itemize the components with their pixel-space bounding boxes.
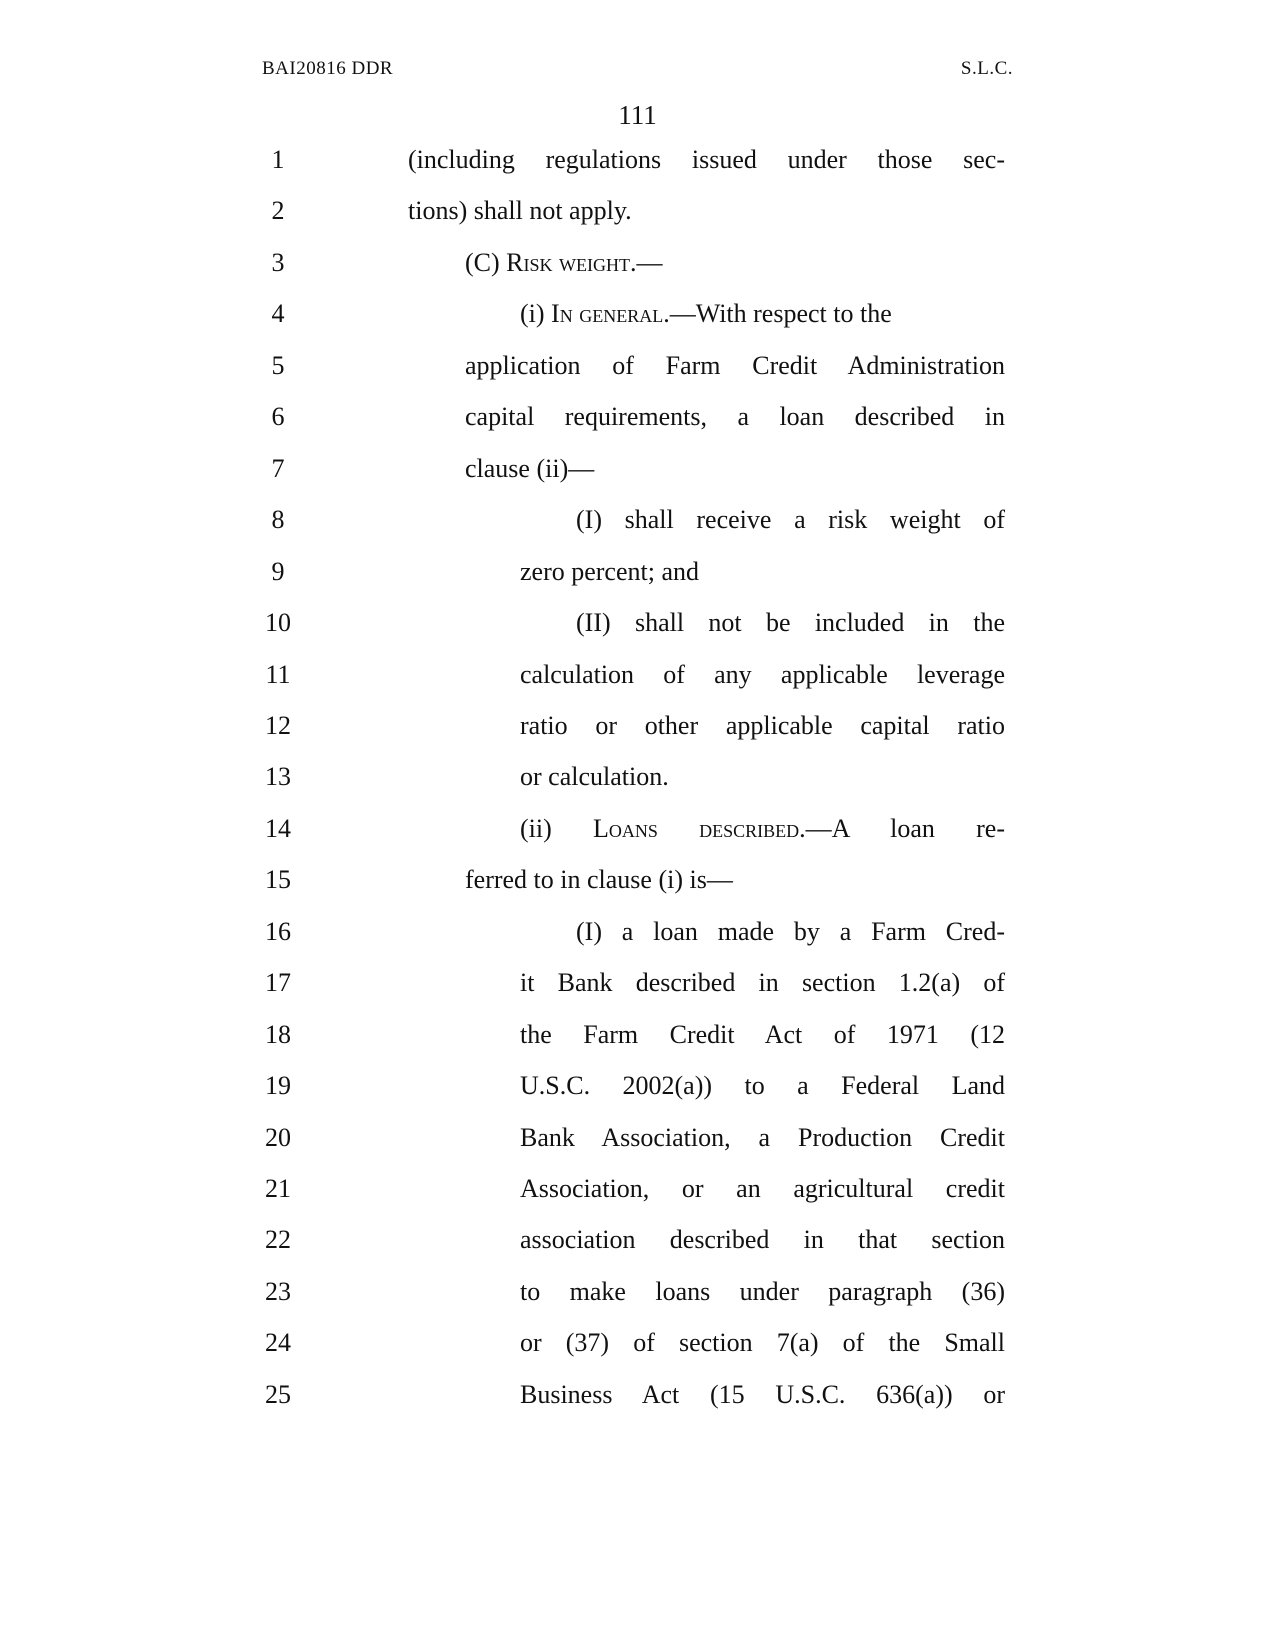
line-number: 22 — [265, 1225, 291, 1255]
text-line — [0, 346, 1275, 386]
line-number: 18 — [265, 1019, 291, 1049]
line-number: 15 — [265, 865, 291, 895]
text-segment: Business Act (15 U.S.C. 636(a)) or — [520, 1379, 1005, 1409]
text-line — [0, 449, 1275, 489]
line-number: 4 — [271, 299, 285, 329]
line-text — [520, 294, 1005, 334]
text-segment: U.S.C. 2002(a)) to a Federal Land — [520, 1071, 1005, 1101]
text-segment: .— — [630, 247, 663, 277]
line-text — [465, 449, 1005, 489]
text-line — [0, 1220, 1275, 1260]
line-text — [408, 191, 1005, 231]
line-text — [520, 1169, 1005, 1209]
text-segment: (i) — [520, 299, 552, 329]
text-line — [0, 1272, 1275, 1312]
line-text — [520, 757, 1005, 797]
line-text — [520, 552, 1005, 592]
text-line — [0, 860, 1275, 900]
text-line — [0, 603, 1275, 643]
text-line — [0, 757, 1275, 797]
text-segment: Association, or an agricultural credit — [520, 1174, 1005, 1203]
line-text — [520, 1272, 1005, 1312]
line-text — [520, 1118, 1005, 1158]
text-line — [0, 1169, 1275, 1209]
line-text — [408, 140, 1005, 180]
line-number: 25 — [265, 1379, 291, 1409]
text-segment: .—With respect to the — [663, 299, 892, 329]
text-segment: tions) shall not apply. — [408, 196, 632, 226]
line-number: 9 — [271, 556, 285, 586]
line-text — [576, 603, 1005, 643]
text-segment: or calculation. — [520, 762, 669, 792]
line-text — [520, 1066, 1005, 1106]
text-segment: it Bank described in section 1.2(a) of — [520, 968, 1005, 998]
line-text — [520, 1323, 1005, 1363]
text-line — [0, 1375, 1275, 1415]
text-line — [0, 706, 1275, 746]
line-number: 2 — [271, 196, 285, 226]
text-line — [0, 552, 1275, 592]
line-text — [520, 1375, 1005, 1415]
text-segment: zero percent; and — [520, 556, 700, 586]
text-line — [0, 963, 1275, 1003]
line-text — [520, 655, 1005, 695]
text-segment: .—A loan re- — [799, 813, 1006, 843]
text-line — [0, 1323, 1275, 1363]
text-line — [0, 1015, 1275, 1055]
line-text — [520, 706, 1005, 746]
line-number: 5 — [271, 350, 285, 380]
text-segment: (II) shall not be included in the — [576, 608, 1005, 638]
line-text — [520, 1220, 1005, 1260]
text-line — [0, 809, 1275, 849]
text-segment: Bank Association, a Production Credit — [520, 1122, 1005, 1152]
line-text — [465, 860, 1005, 900]
text-line — [0, 294, 1275, 334]
text-line — [0, 1066, 1275, 1106]
line-text — [520, 963, 1005, 1003]
line-text — [520, 1015, 1005, 1055]
line-number: 8 — [271, 505, 285, 535]
heading-small-caps: In general — [551, 299, 664, 329]
text-segment: or (37) of section 7(a) of the Small — [520, 1328, 1005, 1358]
text-segment: association described in that section — [520, 1225, 1005, 1255]
text-segment: ferred to in clause (i) is— — [465, 865, 733, 895]
text-segment: application of Farm Credit Administration — [465, 350, 1005, 380]
text-segment: the Farm Credit Act of 1971 (12 — [520, 1019, 1005, 1049]
line-number: 3 — [271, 247, 285, 277]
text-line — [0, 397, 1275, 437]
text-line — [0, 655, 1275, 695]
heading-small-caps: Loans described — [592, 813, 800, 843]
text-segment: (I) shall receive a risk weight of — [576, 505, 1005, 535]
text-segment: (I) a loan made by a Farm Cred- — [576, 916, 1005, 946]
text-segment: clause (ii)— — [465, 453, 595, 483]
line-number: 17 — [265, 968, 291, 998]
text-segment: (ii) — [520, 813, 593, 843]
document-code: S.L.C. — [960, 58, 1013, 79]
line-text — [576, 912, 1005, 952]
text-segment: to make loans under paragraph (36) — [520, 1276, 1005, 1306]
text-line — [0, 243, 1275, 283]
line-number: 1 — [271, 145, 285, 174]
line-text — [576, 500, 1005, 540]
document-id: BAI20816 DDR — [262, 58, 394, 79]
line-text — [465, 243, 1005, 283]
line-number: 6 — [271, 402, 285, 432]
line-number: 12 — [265, 710, 291, 740]
text-segment: ratio or other applicable capital ratio — [520, 710, 1005, 740]
text-segment: (C) — [465, 247, 507, 277]
text-line — [0, 140, 1275, 180]
text-line — [0, 500, 1275, 540]
line-number: 21 — [265, 1174, 291, 1203]
line-number: 13 — [265, 762, 291, 792]
line-number: 23 — [265, 1276, 291, 1306]
line-number: 7 — [271, 453, 285, 483]
line-number: 24 — [265, 1328, 291, 1358]
line-number: 20 — [265, 1122, 291, 1152]
text-line — [0, 1118, 1275, 1158]
line-number: 14 — [265, 813, 291, 843]
heading-small-caps: Risk weight — [506, 247, 630, 277]
text-segment: (including regulations issued under those sec- — [408, 145, 1005, 174]
line-number: 19 — [265, 1071, 291, 1101]
line-number: 16 — [265, 916, 291, 946]
text-segment: calculation of any applicable leverage — [520, 659, 1005, 689]
page-number: 111 — [618, 100, 657, 130]
text-line — [0, 191, 1275, 231]
line-number: 11 — [265, 659, 291, 689]
line-text — [520, 809, 1005, 849]
text-segment: capital requirements, a loan described in — [465, 402, 1005, 432]
line-text — [465, 346, 1005, 386]
line-text — [465, 397, 1005, 437]
text-line — [0, 912, 1275, 952]
line-number: 10 — [265, 608, 291, 638]
